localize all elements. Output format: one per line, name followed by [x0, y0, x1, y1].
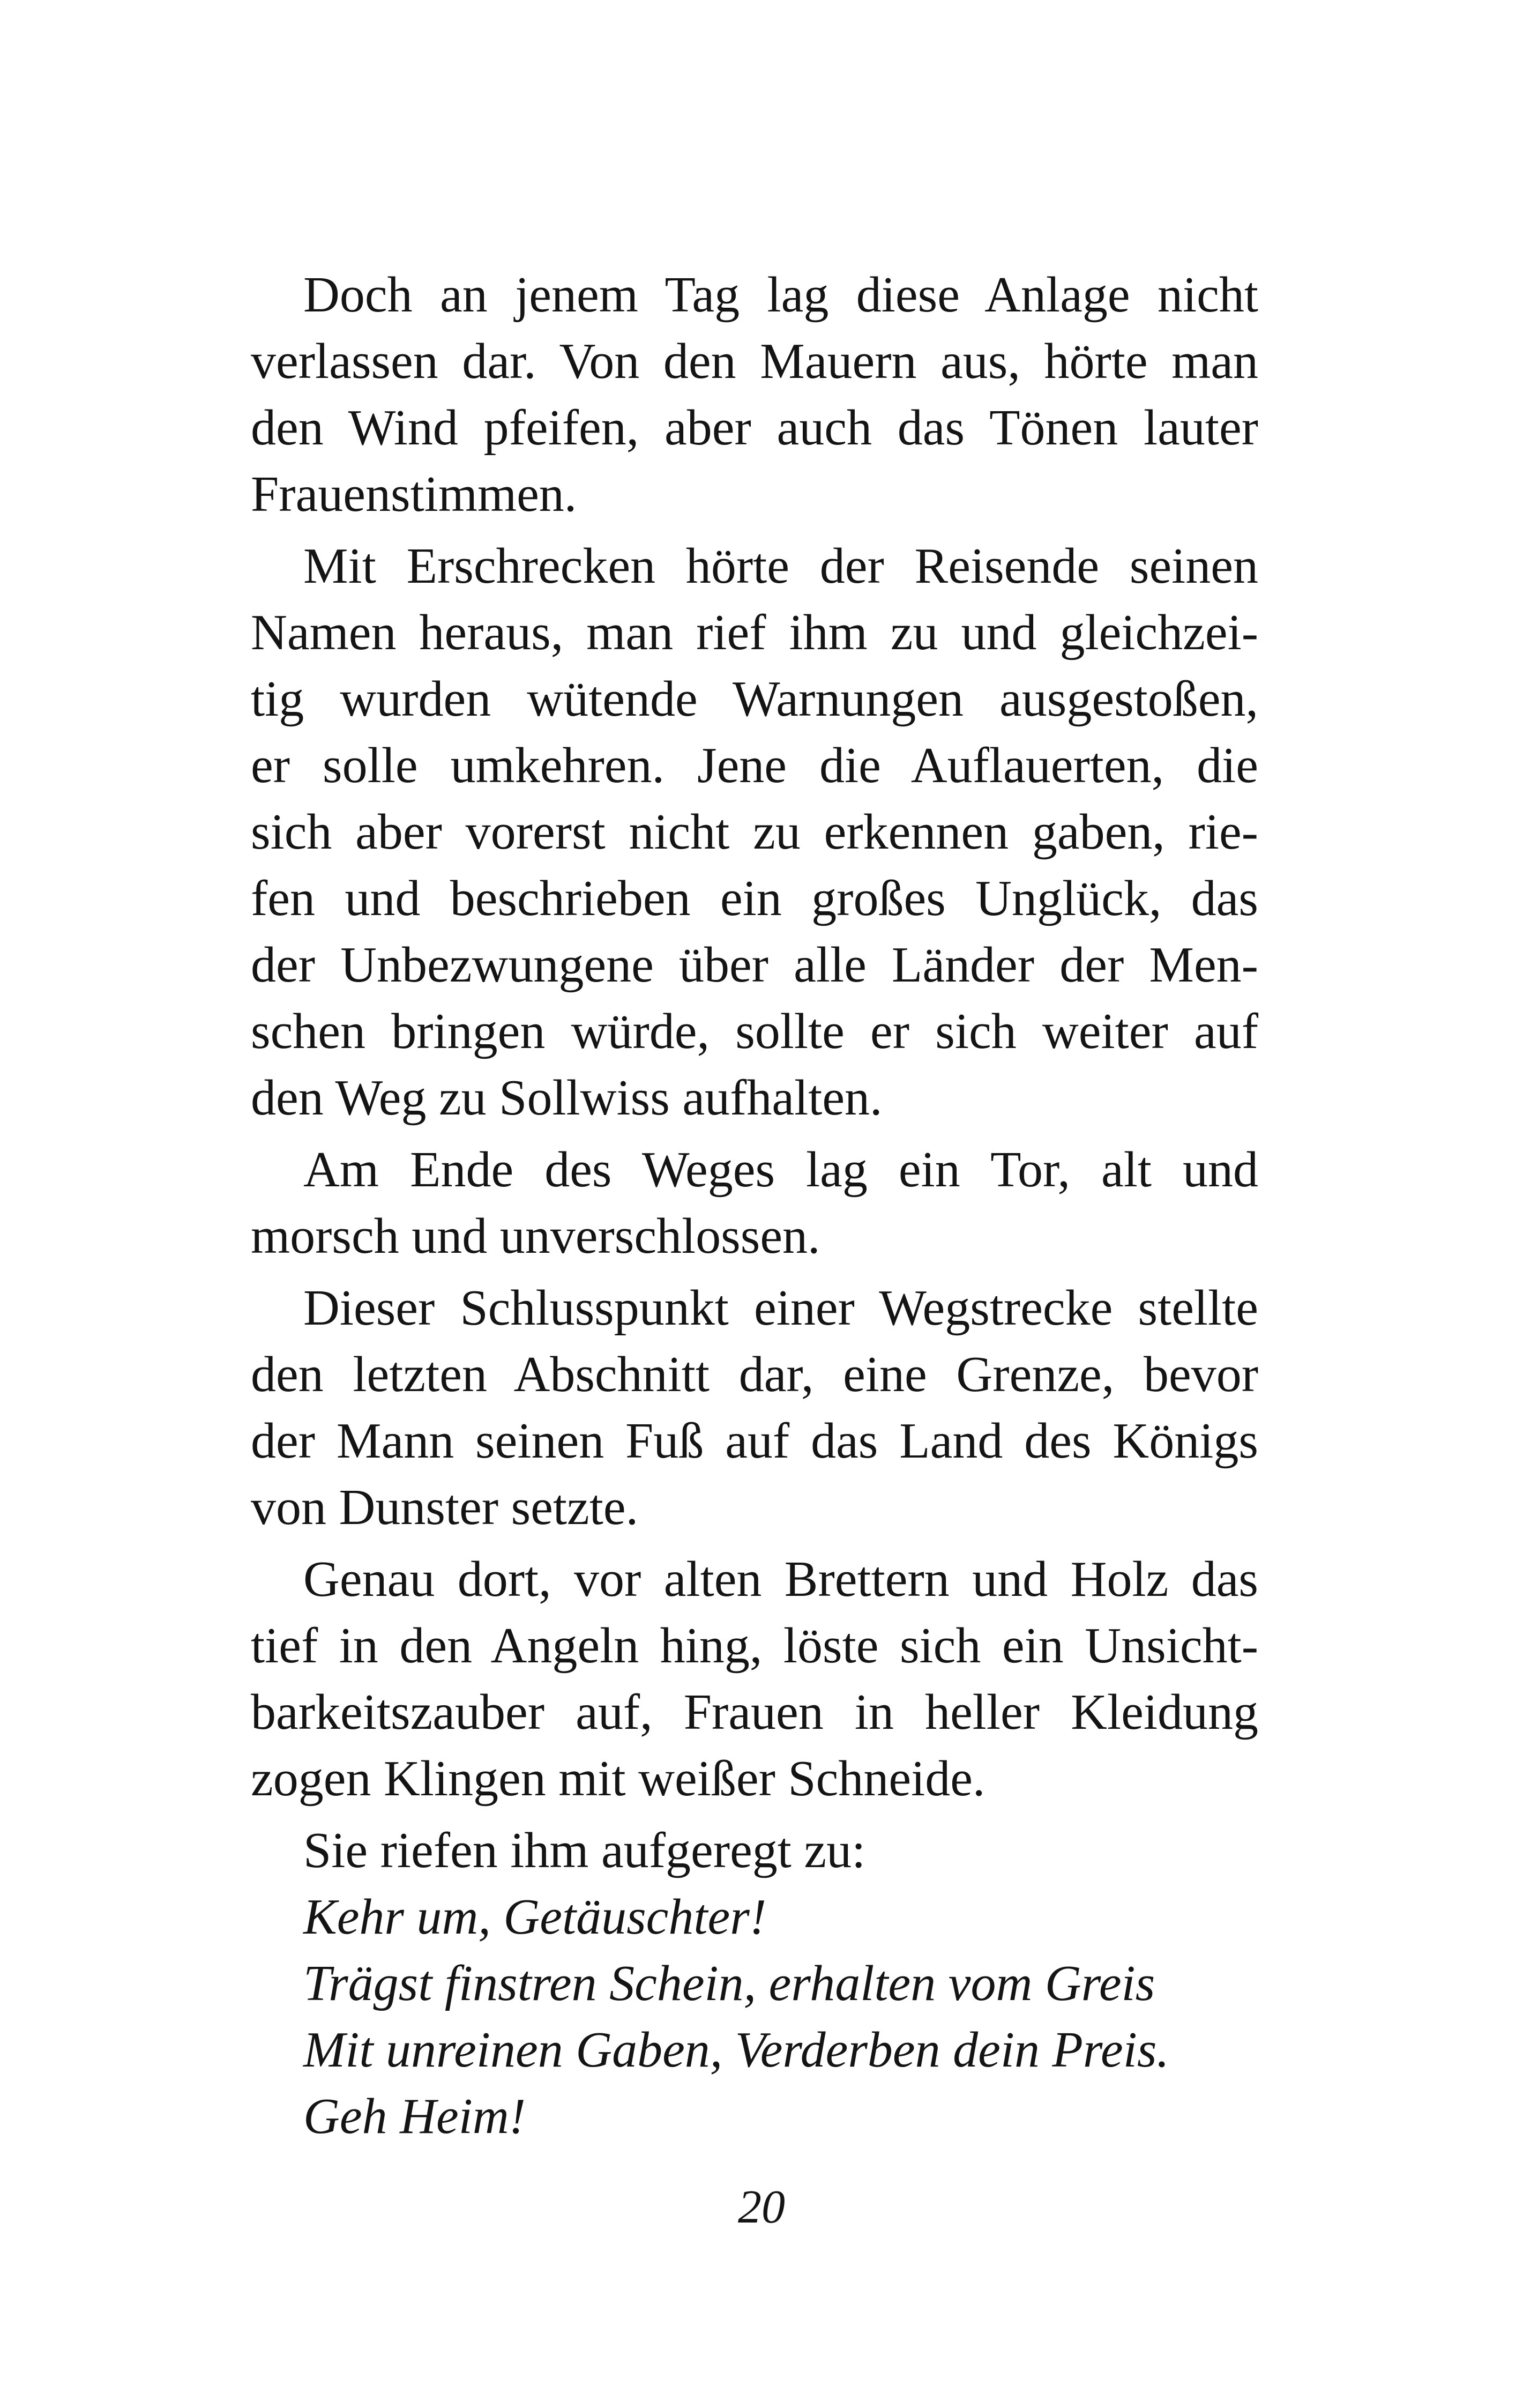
- verse-block: [251, 1884, 1258, 2150]
- text-line: den letzten Abschnitt dar, eine Grenze, bevor: [251, 1347, 1258, 1402]
- paragraph-4: [251, 1275, 1258, 1541]
- paragraph-6: [251, 1817, 1258, 1884]
- paragraph-3: [251, 1136, 1258, 1269]
- page-number: 20: [738, 2181, 785, 2233]
- text-line: Frauenstimmen.: [251, 466, 577, 522]
- body-text: [251, 262, 1258, 2150]
- paragraph-5: [251, 1546, 1258, 1812]
- text-line: fen und beschrieben ein großes Unglück, das: [251, 871, 1258, 926]
- text-line: Genau dort, vor alten Brettern und Holz das: [303, 1551, 1258, 1607]
- text-line: schen bringen würde, sollte er sich weiter auf: [251, 1004, 1258, 1059]
- text-line: den Weg zu Sollwiss aufhalten.: [251, 1070, 883, 1126]
- text-line: den Wind pfeifen, aber auch das Tönen lauter: [251, 400, 1258, 456]
- verse-line: Trägst finstren Schein, erhalten vom Greis: [303, 1956, 1155, 2011]
- verse-line: Geh Heim!: [303, 2089, 526, 2144]
- paragraph-1: [251, 262, 1258, 527]
- text-line: der Unbezwungene über alle Länder der Men-: [251, 937, 1258, 993]
- verse-line: Kehr um, Getäuschter!: [303, 1889, 767, 1945]
- text-line: Namen heraus, man rief ihm zu und gleichzei-: [251, 605, 1258, 660]
- text-line: Mit Erschrecken hörte der Reisende seinen: [303, 538, 1258, 594]
- verse-line: Mit unreinen Gaben, Verderben dein Preis.: [303, 2022, 1169, 2078]
- text-line: Am Ende des Weges lag ein Tor, alt und: [303, 1142, 1258, 1198]
- text-line: Sie riefen ihm aufgeregt zu:: [303, 1823, 866, 1878]
- text-line: barkeitszauber auf, Frauen in heller Kleidung: [251, 1684, 1258, 1740]
- text-line: von Dunster setzte.: [251, 1480, 639, 1535]
- text-line: zogen Klingen mit weißer Schneide.: [251, 1751, 986, 1807]
- text-line: Doch an jenem Tag lag diese Anlage nicht: [303, 267, 1258, 323]
- text-line: verlassen dar. Von den Mauern aus, hörte man: [251, 333, 1258, 389]
- text-line: tig wurden wütende Warnungen ausgestoßen,: [251, 671, 1258, 727]
- text-line: sich aber vorerst nicht zu erkennen gaben, rie-: [251, 804, 1258, 860]
- text-line: Dieser Schlusspunkt einer Wegstrecke stellte: [303, 1280, 1258, 1336]
- text-line: der Mann seinen Fuß auf das Land des Königs: [251, 1413, 1258, 1469]
- text-line: tief in den Angeln hing, löste sich ein Unsicht-: [251, 1618, 1258, 1674]
- paragraph-2: [251, 533, 1258, 1131]
- text-line: er solle umkehren. Jene die Auflauerten, die: [251, 738, 1258, 793]
- text-line: morsch und unverschlossen.: [251, 1208, 820, 1264]
